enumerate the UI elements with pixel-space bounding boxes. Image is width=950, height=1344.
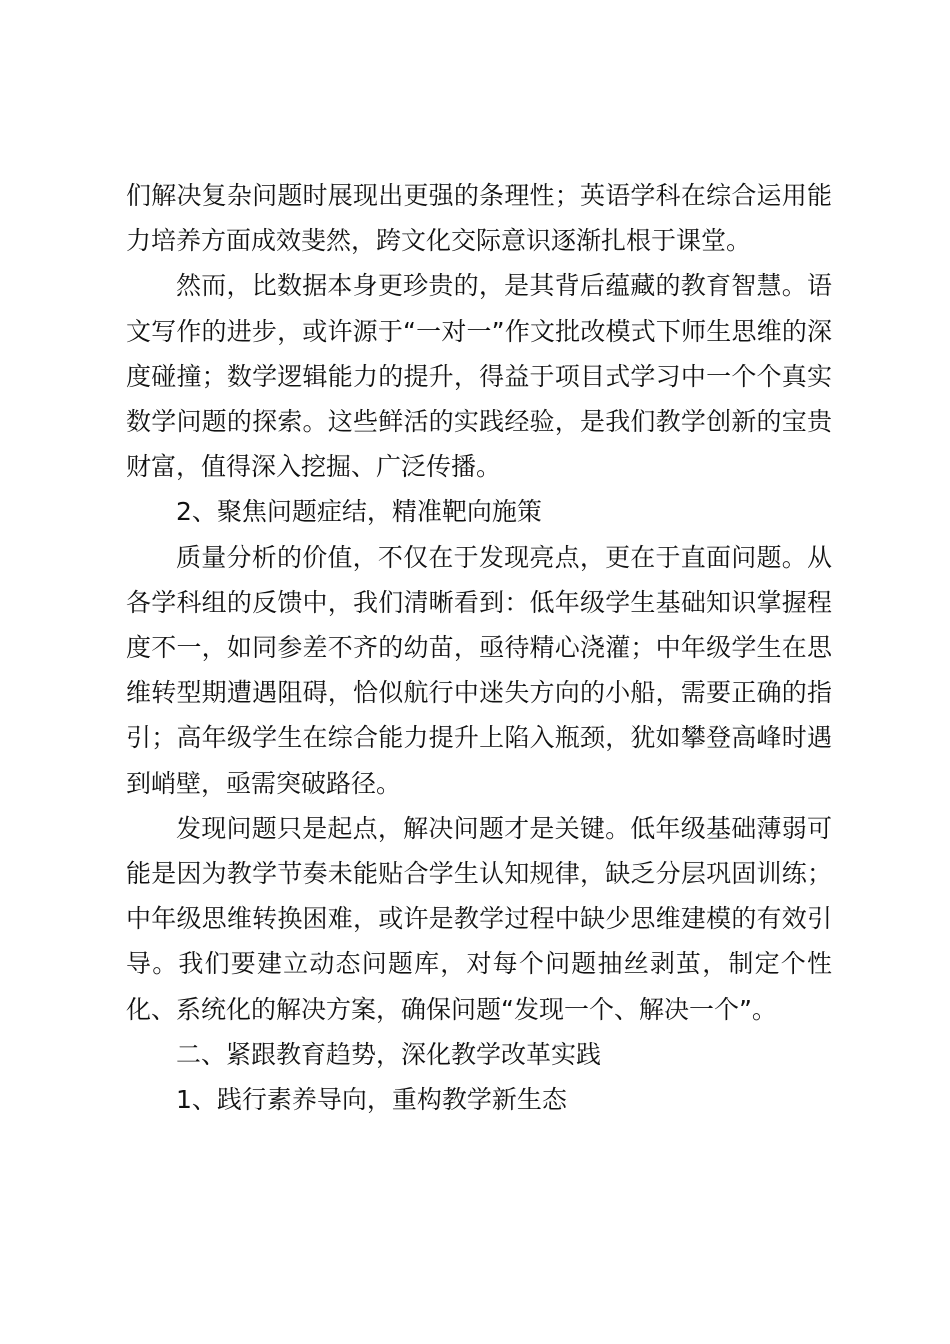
paragraph-wisdom: 然而，比数据本身更珍贵的，是其背后蕴藏的教育智慧。语文写作的进步，或许源于“一对一”作文批改模式下师生思维的深度碰撞；数学逻辑能力的提升，得益于项目式学习中一个个真实数学问题的探索。这些鲜活的实践经验，是我们教学创新的宝贵财富，值得深入挖掘、广泛传播。: [126, 271, 832, 482]
document-body: [126, 173, 832, 1122]
paragraph-continuation: 们解决复杂问题时展现出更强的条理性；英语学科在综合运用能力培养方面成效斐然，跨文化交际意识逐渐扎根于课堂。: [126, 181, 832, 256]
section-heading-reform: 二、紧跟教育趋势，深化教学改革实践: [176, 1039, 602, 1069]
paragraph-solving-problems: 发现问题只是起点，解决问题才是关键。低年级基础薄弱可能是因为教学节奏未能贴合学生认知规律，缺乏分层巩固训练；中年级思维转换困难，或许是教学过程中缺少思维建模的有效引导。我们要建立动态问题库，对每个问题抽丝剥茧，制定个性化、系统化的解决方案，确保问题“发现一个、解决一个”。: [126, 813, 832, 1024]
subheading-literacy: 1、践行素养导向，重构教学新生态: [176, 1085, 567, 1115]
paragraph-quality-analysis: 质量分析的价值，不仅在于发现亮点，更在于直面问题。从各学科组的反馈中，我们清晰看到：低年级学生基础知识掌握程度不一，如同参差不齐的幼苗，亟待精心浇灌；中年级学生在思维转型期遭遇阻碍，恰似航行中迷失方向的小船，需要正确的指引；高年级学生在综合能力提升上陷入瓶颈，犹如攀登高峰时遇到峭壁，亟需突破路径。: [126, 542, 832, 798]
subheading-problems: 2、聚焦问题症结，精准靶向施策: [176, 497, 542, 527]
